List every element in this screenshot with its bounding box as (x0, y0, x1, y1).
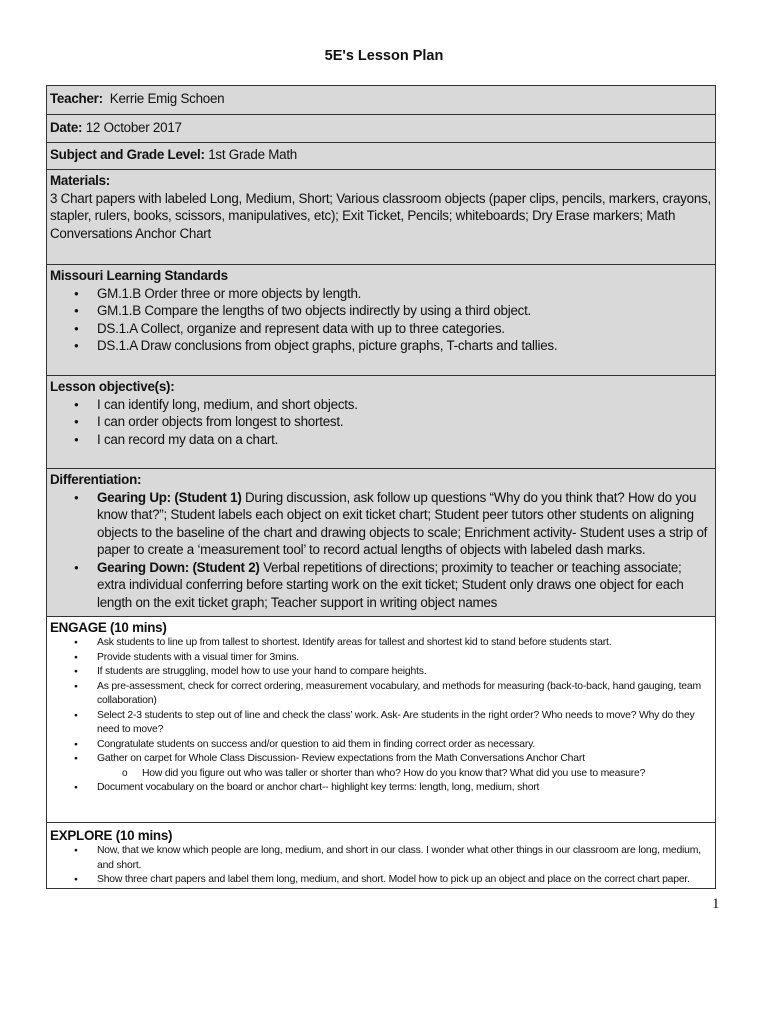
objectives-list (50, 396, 712, 449)
differentiation-list (50, 489, 712, 612)
standard-item: ● GM.1.B Compare the lengths of two objects indirectly by using a third object. (50, 302, 712, 320)
objective-item: ● I can order objects from longest to shortest. (50, 413, 712, 431)
engage-item: ● Document vocabulary on the board or anchor chart-- highlight key terms: length, long, medium, short (50, 781, 712, 796)
document-title: 5E's Lesson Plan (324, 48, 444, 64)
objectives-label: Lesson objective(s): (50, 379, 175, 394)
teacher-row (46, 86, 716, 115)
gearing-down-text: Verbal repetitions of directions; proximity to teacher or teaching associate; extra individual conferring before starting work on the exit ticket; Student only draws one object for each length on the exit ticket graph; Teacher support in writing object names (97, 559, 684, 610)
teacher-label: Teacher: (50, 91, 103, 106)
differentiation-label: Differentiation: (50, 472, 142, 487)
differentiation-row (46, 469, 716, 617)
engage-item: ● Ask students to line up from tallest to shortest. Identify areas for tallest and shortest kid to stand before students start. (50, 636, 712, 651)
materials-label: Materials: (50, 173, 111, 188)
lesson-plan-table (46, 85, 716, 889)
materials-row (46, 170, 716, 265)
standards-label: Missouri Learning Standards (50, 268, 228, 283)
engage-label: ENGAGE (10 mins) (50, 620, 167, 635)
gearing-up-item (50, 489, 712, 559)
engage-item: ● Gather on carpet for Whole Class Discussion- Review expectations from the Math Conversations Anchor Chart (50, 752, 712, 767)
page-number: 1 (712, 896, 720, 912)
date-label: Date: (50, 120, 83, 135)
gearing-up-lead: Gearing Up: (Student 1) (97, 489, 242, 505)
date-row (46, 115, 716, 143)
subject-label: Subject and Grade Level: (50, 147, 205, 162)
gearing-down-item (50, 559, 712, 612)
standard-item: ● DS.1.A Collect, organize and represent data with up to three categories. (50, 320, 712, 338)
engage-item: ● Congratulate students on success and/or question to aid them in finding correct order as necessary. (50, 738, 712, 753)
materials-text: 3 Chart papers with labeled Long, Medium, Short; Various classroom objects (paper clips, pencils, markers, crayons, stapler, rulers, books, scissors, manipulatives, etc); Exit Ticket, Pencils; whiteboards; Dry Erase markers; Math Conversations Anchor Chart (50, 190, 711, 241)
explore-label: EXPLORE (10 mins) (50, 828, 173, 843)
explore-row (46, 823, 716, 889)
explore-item: ● Now, that we know which people are long, medium, and short in our class. I wonder what other things in our classroom are long, medium, and short. (50, 844, 712, 873)
engage-row (46, 617, 716, 823)
engage-item: ● Provide students with a visual timer for 3mins. (50, 651, 712, 666)
date-value: 12 October 2017 (85, 120, 182, 135)
subject-value: 1st Grade Math (208, 147, 298, 162)
standard-item: ● GM.1.B Order three or more objects by length. (50, 285, 712, 303)
engage-item: ● If students are struggling, model how to use your hand to compare heights. (50, 665, 712, 680)
objective-item: ● I can identify long, medium, and short objects. (50, 396, 712, 414)
engage-item: ● As pre-assessment, check for correct ordering, measurement vocabulary, and methods for measuring (back-to-back, hand gauging, team collaboration) (50, 680, 712, 709)
explore-item: ● Show three chart papers and label them long, medium, and short. Model how to pick up an object and place on the correct chart paper. (50, 873, 712, 888)
explore-list (50, 844, 712, 888)
teacher-value: Kerrie Emig Schoen (109, 91, 225, 106)
standard-item: ● DS.1.A Draw conclusions from object graphs, picture graphs, T-charts and tallies. (50, 337, 712, 355)
engage-subitem: o How did you figure out who was taller or shorter than who? How do you know that? What did you use to measure? (50, 767, 712, 782)
gearing-down-lead: Gearing Down: (Student 2) (97, 559, 260, 575)
standards-list (50, 285, 712, 355)
engage-item: ● Select 2-3 students to step out of line and check the class’ work. Ask- Are students in the right order? Who needs to move? Why do they need to move? (50, 709, 712, 738)
standards-row (46, 265, 716, 376)
objectives-row (46, 376, 716, 469)
engage-list (50, 636, 712, 796)
subject-row (46, 143, 716, 170)
objective-item: ● I can record my data on a chart. (50, 431, 712, 449)
gearing-up-text: During discussion, ask follow up questions “Why do you think that? How do you know that?”; Student labels each object on exit ticket chart; Student peer tutors other students on aligning objects to the baseline of the chart and drawing objects to scale; Enrichment activity- Student uses a strip of paper to create a ‘measurement tool’ to record actual lengths of objects with labeled dash marks. (97, 489, 708, 557)
